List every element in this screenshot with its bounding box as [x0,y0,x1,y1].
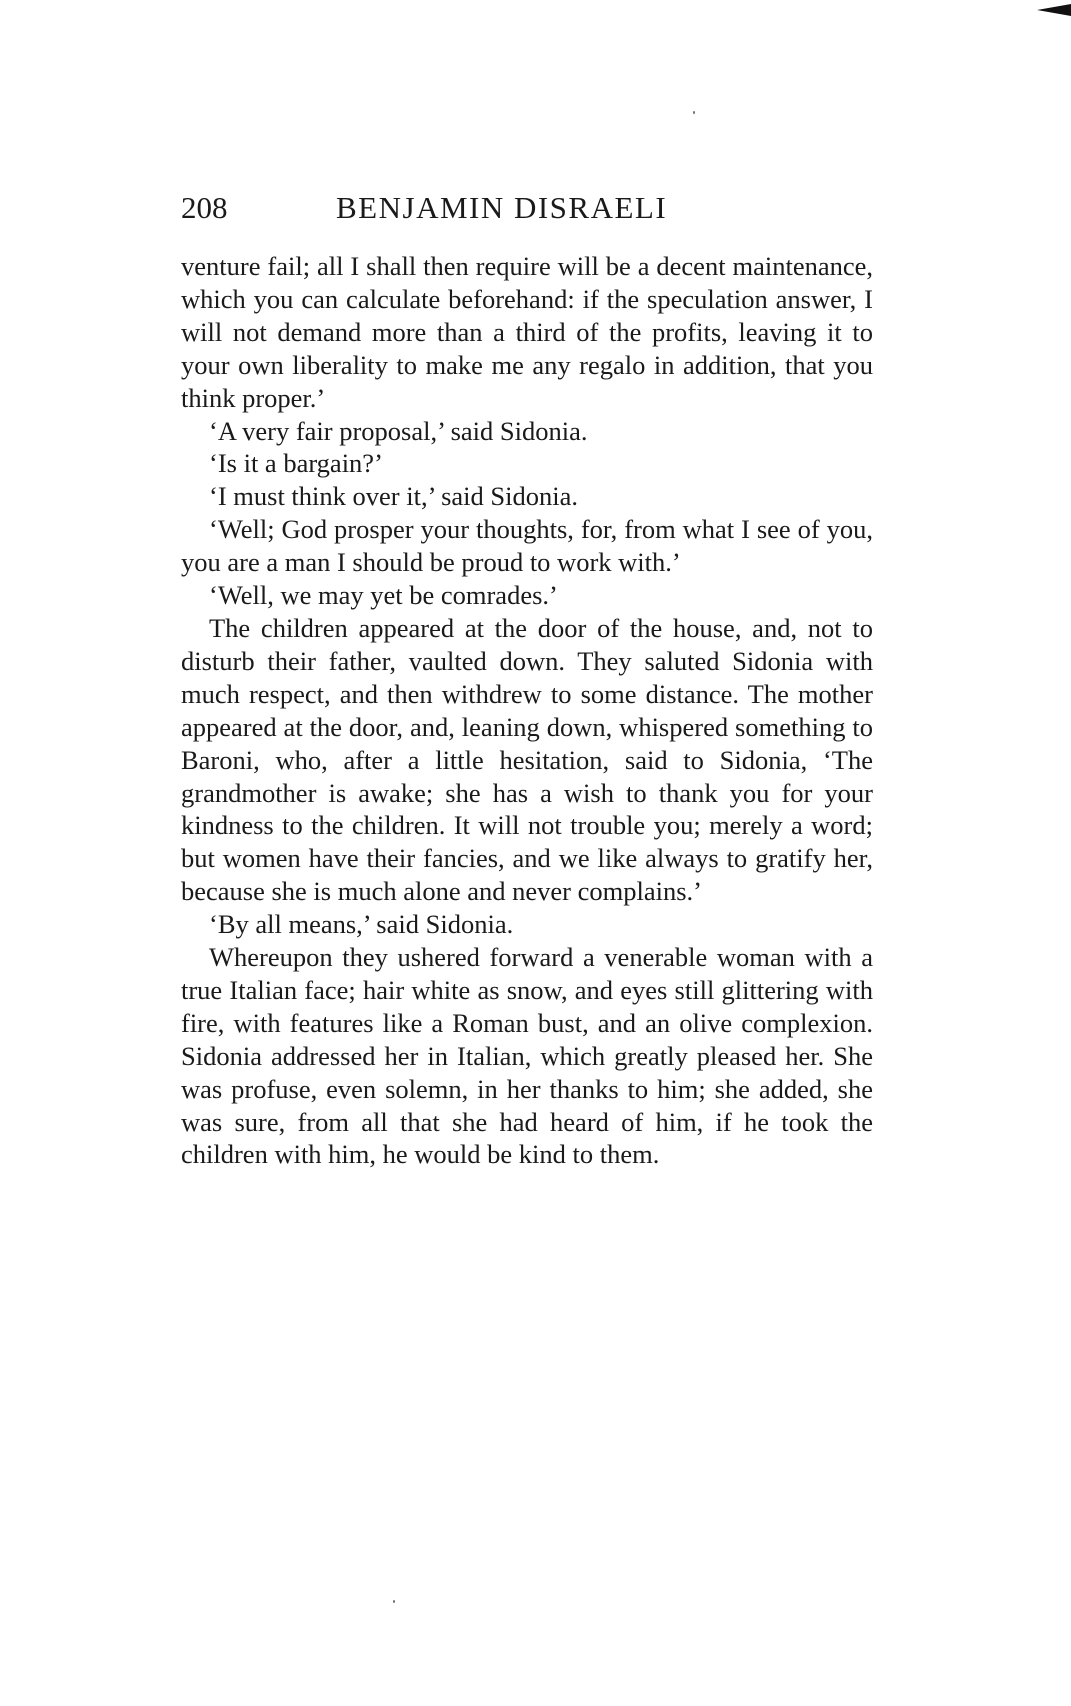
paragraph: The children appeared at the door of the house, and, not to disturb their father, vaulted down. They saluted Sidonia with much respect, and then withdrew to some distance. The mother appeared at the door, and, leaning down, whispered something to Baroni, who, after a little hesitation, said to Sidonia, ‘The grandmother is awake; she has a wish to thank you for your kindness to the children. It will not trouble you; merely a word; but women have their fancies, and we like always to gratify her, because she is much alone and never complains.’ [181,612,873,907]
paragraph: ‘I must think over it,’ said Sidonia. [209,481,578,512]
running-title: BENJAMIN DISRAELI [336,190,668,225]
page-number: 208 [181,190,228,225]
paragraph: venture fail; all I shall then require will be a decent maintenance, which you can calculate beforehand: if the speculation answer, I will not demand more than a third of the profits, leaving it to your own liberality to make me any regalo in addition, that you think proper.’ [181,251,873,413]
paragraph: ‘By all means,’ said Sidonia. [209,909,514,940]
paragraph: ‘Well; God prosper your thoughts, for, from what I see of you, you are a man I should be proud to work with.’ [181,514,873,578]
paragraph: Whereupon they ushered forward a venerable woman with a true Italian face; hair white as snow, and eyes still glittering with fire, with features like a Roman bust, and an olive complexion. Sidonia addressed her in Italian, which greatly pleased her. She was profuse, even solemn, in her thanks to him; she added, she was sure, from all that she had heard of him, if he took the children with him, he would be kind to them. [181,942,873,1170]
page-header [181,183,881,233]
paragraph: ‘Is it a bargain?’ [209,448,383,479]
paper-speck [693,111,695,114]
paragraph: ‘Well, we may yet be comrades.’ [209,580,558,611]
body-text [181,250,873,1171]
paper-speck [393,1600,395,1603]
paragraph: ‘A very fair proposal,’ said Sidonia. [209,415,588,446]
corner-marker [1037,4,1071,16]
